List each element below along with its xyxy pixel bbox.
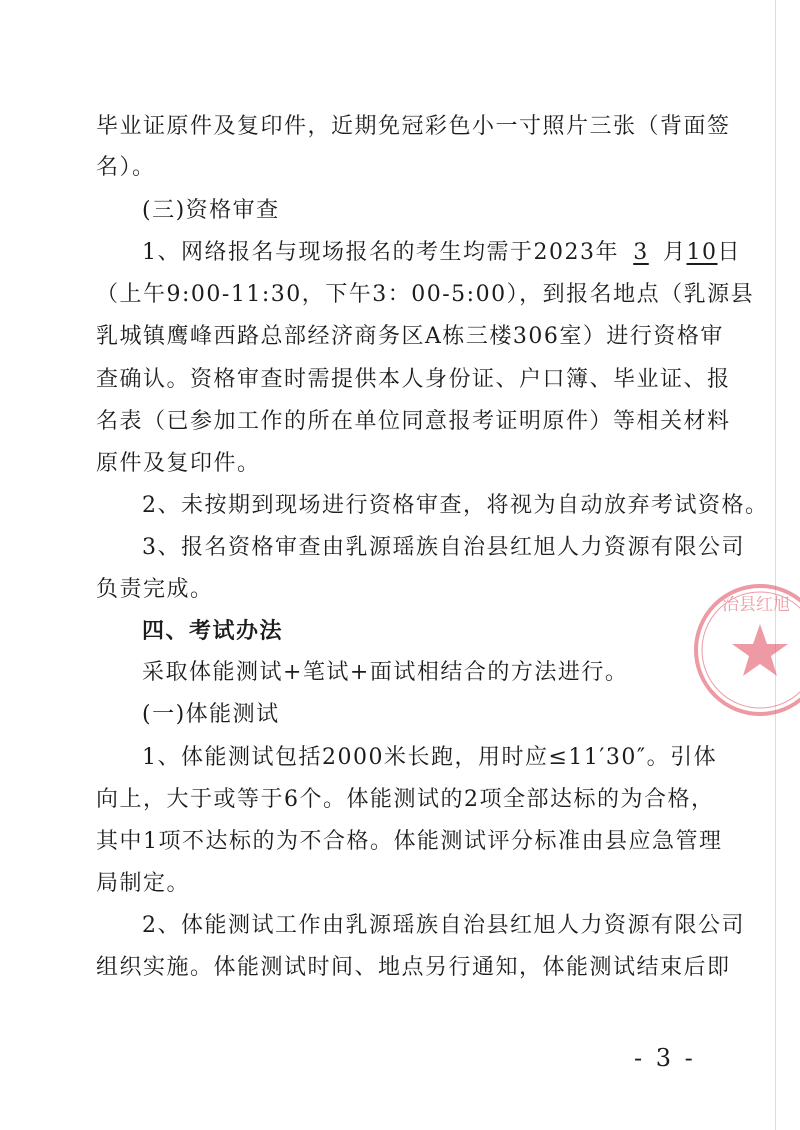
underlined-month: 3 xyxy=(633,240,649,265)
text-line: 组织实施。体能测试时间、地点另行通知，体能测试结束后即 xyxy=(96,955,731,980)
text-line: 负责完成。 xyxy=(96,577,214,602)
text-line: 局制定。 xyxy=(96,871,191,896)
text-line: 其中1项不达标的为不合格。体能测试评分标准由县应急管理 xyxy=(96,829,723,854)
text-line: 乳城镇鹰峰西路总部经济商务区A栋三楼306室）进行资格审 xyxy=(96,324,724,349)
seal-text: 治县红旭 xyxy=(722,595,790,615)
text-line: 3、报名资格审查由乳源瑶族自治县红旭人力资源有限公司 xyxy=(142,535,745,560)
text-line: 名表（已参加工作的所在单位同意报考证明原件）等相关材料 xyxy=(96,409,731,434)
text-fragment: 1、网络报名与现场报名的考生均需于2023年 xyxy=(142,240,619,265)
page-number: - 3 - xyxy=(634,1044,696,1072)
text-line: （上午9:00-11:30，下午3：00-5:00），到报名地点（乳源县 xyxy=(96,282,755,307)
text-line: 向上，大于或等于6个。体能测试的2项全部达标的为合格， xyxy=(96,787,715,812)
text-fragment: 月 xyxy=(663,240,687,265)
subsection-heading: (三)资格审查 xyxy=(142,198,280,223)
text-line: 2、体能测试工作由乳源瑶族自治县红旭人力资源有限公司 xyxy=(142,913,745,938)
text-line: 毕业证原件及复印件，近期免冠彩色小一寸照片三张（背面签 xyxy=(96,114,731,139)
subsection-heading: (一)体能测试 xyxy=(142,702,280,727)
text-line: 采取体能测试+笔试+面试相结合的方法进行。 xyxy=(142,660,629,685)
text-line: 1、体能测试包括2000米长跑，用时应≤11′30″。引体 xyxy=(142,745,718,770)
text-line xyxy=(142,238,741,268)
text-line: 查确认。资格审查时需提供本人身份证、户口簿、毕业证、报 xyxy=(96,367,731,392)
underlined-day: 10 xyxy=(686,240,718,265)
section-heading: 四、考试办法 xyxy=(142,619,284,644)
text-fragment: 日 xyxy=(717,240,742,265)
text-line: 名）。 xyxy=(96,155,156,180)
text-line: 原件及复印件。 xyxy=(96,451,261,476)
official-seal xyxy=(690,580,800,720)
text-line: 2、未按期到现场进行资格审查，将视为自动放弃考试资格。 xyxy=(142,493,769,518)
